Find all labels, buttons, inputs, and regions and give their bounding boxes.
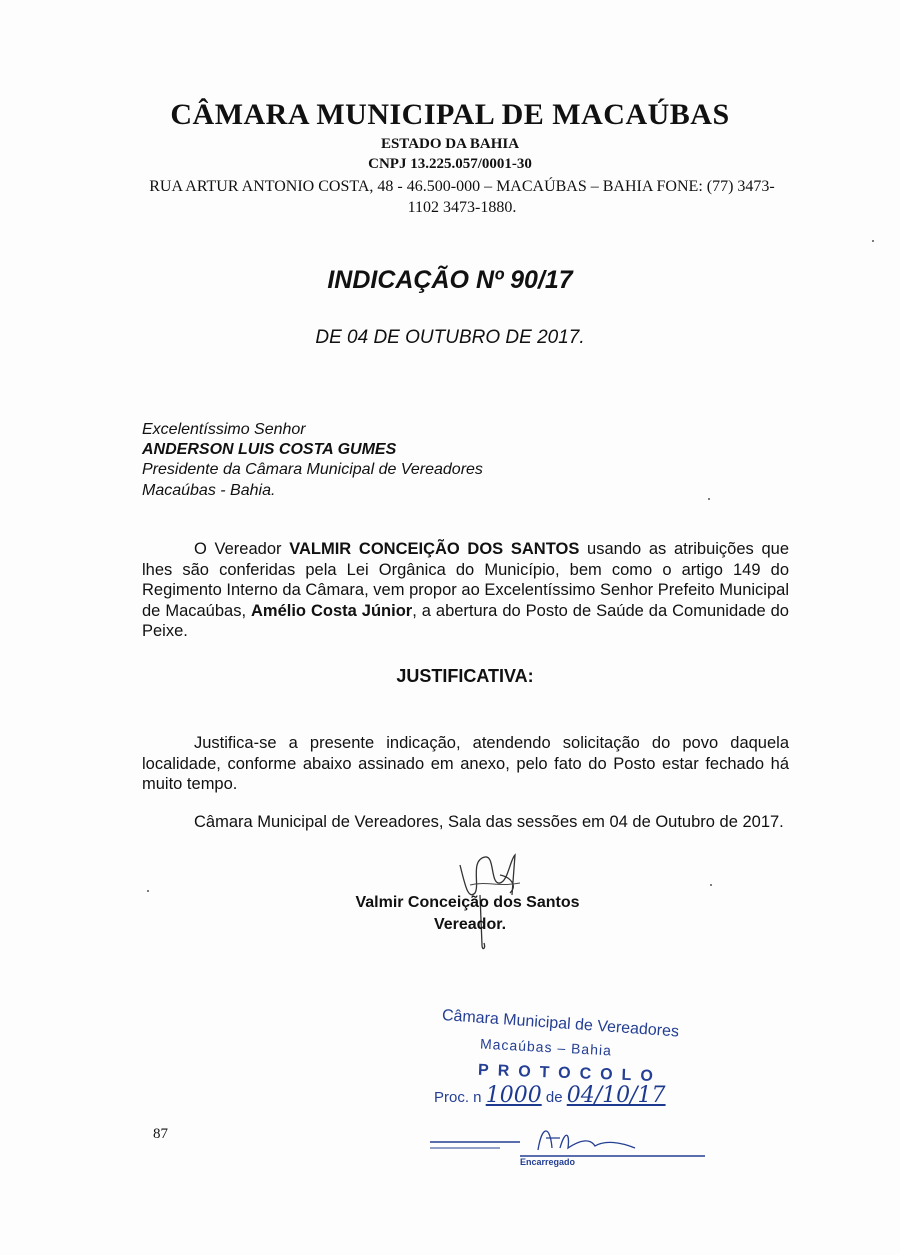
proposal-text-b: usando as atribuições que lhes são conferidas pela Lei Orgânica do Município, bem como o artigo 149 do Regimento Interno da Câmara, vem propor ao Excelentíssimo Senhor Prefeito Municipal de Macaúbas,	[142, 540, 789, 620]
stamp-proc-date: 04/10/17	[566, 1083, 666, 1108]
org-name: CÂMARA MUNICIPAL DE MACAÚBAS	[170, 98, 730, 131]
scan-speck	[708, 498, 710, 500]
scan-speck	[710, 884, 712, 886]
protocol-stamp	[420, 995, 740, 1175]
stamp-proc-line	[434, 1083, 666, 1108]
document-date: DE 04 DE OUTUBRO DE 2017.	[315, 327, 585, 348]
justificativa-heading: JUSTIFICATIVA:	[396, 666, 534, 686]
scan-speck	[872, 240, 874, 242]
addressee-name: ANDERSON LUIS COSTA GUMES	[142, 441, 397, 458]
stamp-proc-number: 1000	[485, 1083, 542, 1108]
proposal-text-c: , a abertura do Posto de Saúde da Comunidade do Peixe.	[142, 601, 789, 640]
org-cnpj: CNPJ 13.225.057/0001-30	[368, 156, 532, 172]
org-address: RUA ARTUR ANTONIO COSTA, 48 - 46.500-000 – MACAÚBAS – BAHIA FONE: (77) 3473-1102 3473-1880.	[149, 178, 775, 216]
councilman-name: VALMIR CONCEIÇÃO DOS SANTOS	[289, 540, 580, 558]
proposal-text-a: O Vereador	[194, 540, 290, 558]
stamp-proc-label: Proc. n	[434, 1089, 482, 1106]
justification-paragraph	[142, 733, 789, 795]
closing-paragraph	[142, 812, 789, 833]
page-number: 87	[153, 1126, 168, 1142]
stamp-protocol-line: PROTOCOLO	[477, 1061, 663, 1086]
document-title: INDICAÇÃO Nº 90/17	[327, 266, 573, 294]
mayor-name: Amélio Costa Júnior	[251, 601, 413, 620]
org-state: ESTADO DA BAHIA	[380, 136, 520, 152]
stamp-de-label: de	[545, 1089, 563, 1106]
addressee-location: Macaúbas - Bahia.	[142, 482, 276, 499]
scan-speck	[147, 890, 149, 892]
closing-text: Câmara Municipal de Vereadores, Sala das sessões em 04 de Outubro de 2017.	[194, 813, 784, 831]
addressee-salutation: Excelentíssimo Senhor	[142, 421, 306, 438]
signer-name: Valmir Conceição dos Santos	[355, 894, 580, 911]
addressee-role: Presidente da Câmara Municipal de Vereadores	[142, 461, 483, 478]
signer-role: Vereador.	[433, 916, 507, 933]
proposal-paragraph	[142, 539, 789, 642]
stamp-signed-by: Encarregado	[520, 1157, 576, 1167]
stamp-org-line: Câmara Municipal de Vereadores	[441, 1007, 680, 1041]
stamp-city-line: Macaúbas – Bahia	[479, 1035, 613, 1059]
justification-text: Justifica-se a presente indicação, atendendo solicitação do povo daquela localidade, conforme abaixo assinado em anexo, pelo fato do Posto estar fechado há muito tempo.	[142, 734, 789, 793]
